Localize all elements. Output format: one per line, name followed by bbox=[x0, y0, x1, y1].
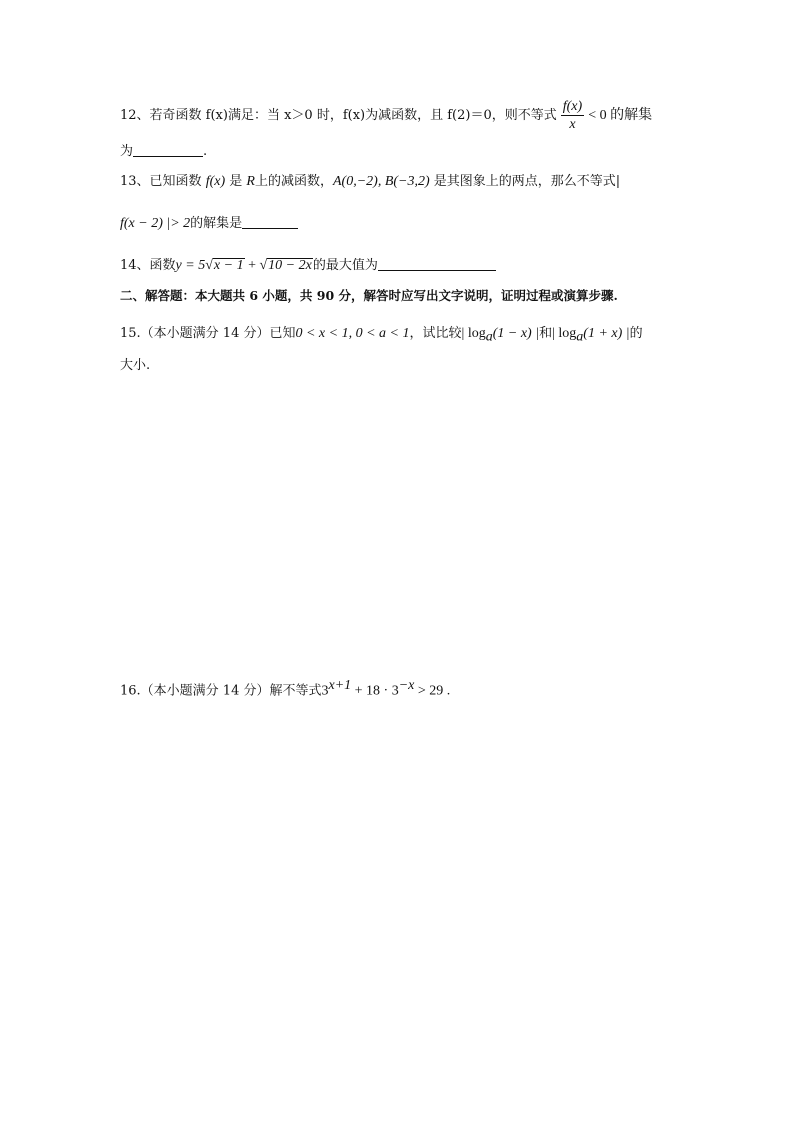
q16-base-1: 3 bbox=[321, 683, 329, 699]
q13-inequality: f(x − 2) |> 2 bbox=[120, 216, 191, 231]
q14-radicand-2: 10 − 2x bbox=[268, 258, 312, 273]
question-12-line2: 为 . bbox=[120, 144, 208, 159]
q15-and: 和 bbox=[539, 326, 553, 341]
q14-expr-pre: y = 5 bbox=[175, 258, 206, 273]
q16-lead: 16.（本小题满分 14 分）解不等式 bbox=[120, 683, 322, 699]
q13-mid2: 上的减函数， bbox=[254, 174, 333, 189]
q15-base-2: a bbox=[576, 329, 584, 345]
question-15 bbox=[120, 322, 643, 346]
q13-R: R bbox=[246, 174, 255, 189]
q14-tail: 的最大值为 bbox=[312, 258, 378, 273]
q16-exp-1: x+1 bbox=[328, 678, 352, 693]
q16-exp-2: −x bbox=[398, 678, 415, 693]
question-13 bbox=[120, 170, 620, 190]
q14-radicand-1: x − 1 bbox=[213, 258, 244, 273]
q16-mid: + 18 · 3 bbox=[351, 683, 399, 699]
question-12 bbox=[120, 96, 652, 136]
q12-answer-blank bbox=[133, 156, 203, 157]
q12-tail: < 0 的解集 bbox=[588, 108, 653, 123]
q15-expr2-pre: | log bbox=[552, 326, 577, 341]
q15-expr1-pre: | log bbox=[461, 326, 486, 341]
q14-plus: + bbox=[244, 258, 260, 273]
q14-lead: 14、函数 bbox=[120, 258, 176, 273]
q13-points: A(0,−2), B(−3,2) bbox=[333, 174, 430, 189]
question-15-line2: 大小. bbox=[120, 358, 151, 373]
q12-frac-numerator: f(x) bbox=[562, 99, 583, 114]
q12-frac-denominator: x bbox=[569, 117, 576, 132]
q15-mid: ，试比较 bbox=[409, 326, 462, 341]
q13-fx: f(x) bbox=[205, 174, 226, 189]
q15-lead: 15.（本小题满分 14 分）已知 bbox=[120, 326, 296, 341]
q13-mid1: 是 bbox=[229, 174, 243, 189]
question-13-line2 bbox=[120, 212, 298, 232]
q15-base-1: a bbox=[485, 329, 493, 345]
q14-answer-blank bbox=[378, 270, 496, 271]
q12-fraction bbox=[561, 98, 584, 133]
question-16 bbox=[120, 678, 450, 699]
q15-expr1-post: (1 − x) | bbox=[492, 326, 540, 341]
q12-line2-text: 为 bbox=[120, 144, 134, 159]
q16-tail: > 29 . bbox=[414, 683, 451, 699]
q15-expr2-post: (1 + x) | bbox=[583, 326, 630, 341]
q13-lead: 13、已知函数 bbox=[120, 174, 202, 189]
q13-line2-tail: 的解集是 bbox=[190, 216, 243, 231]
q15-condition: 0 < x < 1, 0 < a < 1 bbox=[295, 326, 410, 341]
q12-text: 12、若奇函数 f(x)满足：当 x＞0 时，f(x)为减函数，且 f(2)＝0，则不等式 bbox=[120, 108, 557, 123]
section-2-heading: 二、解答题：本大题共 6 小题，共 90 分，解答时应写出文字说明，证明过程或演算步骤. bbox=[120, 288, 618, 303]
q13-answer-blank bbox=[242, 228, 298, 229]
question-14: 14、函数y = 5√x − 1 + √10 − 2x的最大值为 bbox=[120, 254, 496, 274]
q15-tail: 的 bbox=[629, 326, 643, 341]
q13-tail: 是其图象上的两点，那么不等式| bbox=[433, 174, 621, 189]
